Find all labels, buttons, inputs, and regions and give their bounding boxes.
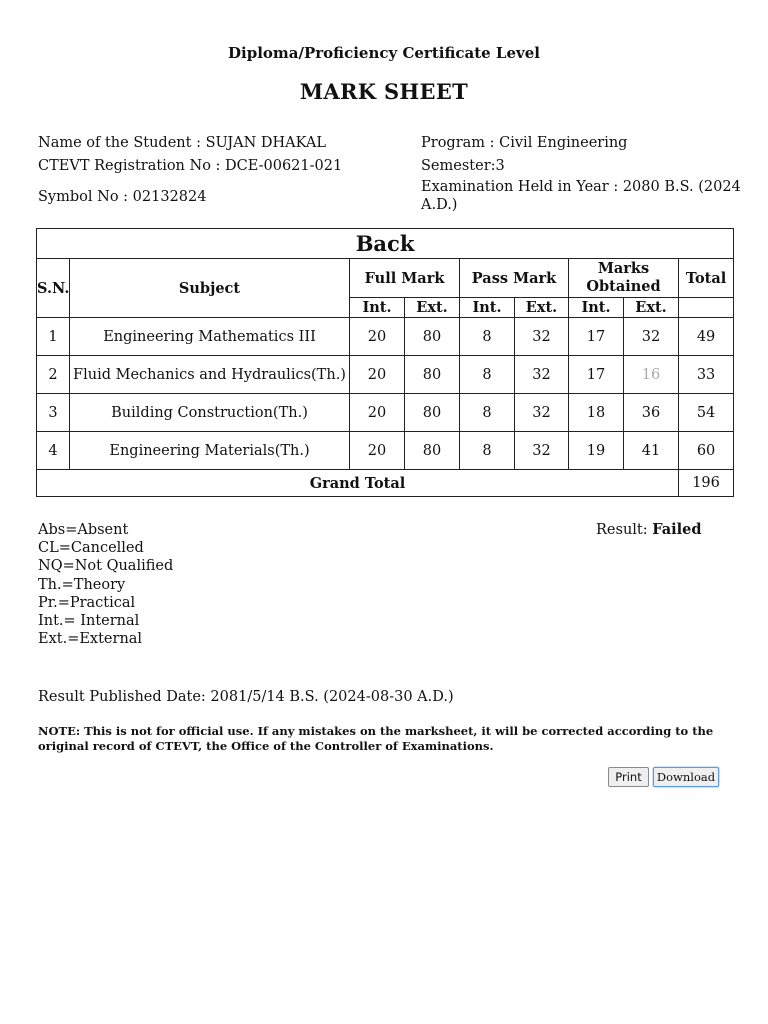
cell-pass-ext: 32 bbox=[515, 318, 569, 356]
legend-item: Ext.=External bbox=[38, 631, 143, 648]
student-name: Name of the Student : SUJAN DHAKAL bbox=[38, 135, 326, 151]
legend-item: Int.= Internal bbox=[38, 613, 140, 630]
cell-total: 54 bbox=[679, 394, 734, 432]
cell-full-int: 20 bbox=[350, 432, 405, 470]
header-pass-int: Int. bbox=[460, 298, 515, 318]
cell-obt-int: 18 bbox=[569, 394, 624, 432]
cell-obt-ext: 36 bbox=[624, 394, 679, 432]
cell-full-ext: 80 bbox=[405, 356, 460, 394]
disclaimer-note: NOTE: This is not for official use. If any mistakes on the marksheet, it will be corrected according to the original record of CTEVT, the Office of the Controller of Examinations. bbox=[38, 724, 714, 753]
section-title: Back bbox=[37, 229, 734, 259]
header-obt-ext: Ext. bbox=[624, 298, 679, 318]
legend-item: Abs=Absent bbox=[38, 522, 129, 538]
page-title: MARK SHEET bbox=[299, 79, 469, 104]
cell-full-ext: 80 bbox=[405, 394, 460, 432]
table-row bbox=[37, 432, 734, 470]
header-full-int: Int. bbox=[350, 298, 405, 318]
cell-pass-ext: 32 bbox=[515, 394, 569, 432]
cell-full-int: 20 bbox=[350, 394, 405, 432]
cell-sn: 1 bbox=[37, 318, 70, 356]
abbreviation-legend bbox=[38, 521, 173, 648]
legend-item: NQ=Not Qualified bbox=[38, 558, 174, 575]
cell-pass-int: 8 bbox=[460, 432, 515, 470]
header-sn: S.N. bbox=[37, 259, 70, 318]
cell-obt-ext: 41 bbox=[624, 432, 679, 470]
header-full-ext: Ext. bbox=[405, 298, 460, 318]
header-obt-int: Int. bbox=[569, 298, 624, 318]
program: Program : Civil Engineering bbox=[421, 135, 628, 151]
cell-total: 33 bbox=[679, 356, 734, 394]
cell-pass-ext: 32 bbox=[515, 356, 569, 394]
header-full-mark: Full Mark bbox=[350, 259, 460, 298]
registration-number: CTEVT Registration No : DCE-00621-021 bbox=[38, 158, 343, 174]
cell-subject: Building Construction(Th.) bbox=[70, 394, 350, 432]
result-value: Failed bbox=[652, 521, 702, 538]
cell-obt-ext: 32 bbox=[624, 318, 679, 356]
cell-subject: Fluid Mechanics and Hydraulics(Th.) bbox=[70, 356, 350, 394]
cell-pass-ext: 32 bbox=[515, 432, 569, 470]
cell-obt-int: 17 bbox=[569, 318, 624, 356]
cell-full-int: 20 bbox=[350, 318, 405, 356]
exam-year: Examination Held in Year : 2080 B.S. (2024 A.D.) bbox=[421, 179, 741, 213]
result bbox=[596, 521, 702, 539]
legend-item: Th.=Theory bbox=[38, 576, 126, 593]
cell-total: 60 bbox=[679, 432, 734, 470]
cell-obt-int: 17 bbox=[569, 356, 624, 394]
cell-total: 49 bbox=[679, 318, 734, 356]
cell-obt-ext-failed: 16 bbox=[624, 356, 679, 394]
cell-pass-int: 8 bbox=[460, 318, 515, 356]
certificate-level: Diploma/Proficiency Certificate Level bbox=[228, 44, 540, 62]
legend-item: CL=Cancelled bbox=[38, 540, 144, 557]
header-pass-mark: Pass Mark bbox=[460, 259, 569, 298]
cell-pass-int: 8 bbox=[460, 394, 515, 432]
table-row bbox=[37, 318, 734, 356]
semester: Semester:3 bbox=[421, 158, 505, 174]
grand-total-row bbox=[37, 470, 734, 497]
marks-table bbox=[36, 228, 734, 497]
cell-sn: 2 bbox=[37, 356, 70, 394]
header-total: Total bbox=[679, 259, 734, 298]
header-marks-obtained: Marks Obtained bbox=[569, 259, 679, 298]
print-button[interactable]: Print bbox=[608, 767, 649, 787]
grand-total-label: Grand Total bbox=[37, 470, 679, 497]
cell-full-ext: 80 bbox=[405, 318, 460, 356]
download-button[interactable]: Download bbox=[653, 767, 719, 787]
cell-subject: Engineering Materials(Th.) bbox=[70, 432, 350, 470]
cell-obt-int: 19 bbox=[569, 432, 624, 470]
symbol-number: Symbol No : 02132824 bbox=[38, 189, 207, 205]
cell-subject: Engineering Mathematics III bbox=[70, 318, 350, 356]
header-total-blank bbox=[679, 298, 734, 318]
published-date: Result Published Date: 2081/5/14 B.S. (2024-08-30 A.D.) bbox=[38, 689, 454, 705]
header-pass-ext: Ext. bbox=[515, 298, 569, 318]
cell-sn: 3 bbox=[37, 394, 70, 432]
legend-item: Pr.=Practical bbox=[38, 594, 136, 611]
cell-full-int: 20 bbox=[350, 356, 405, 394]
grand-total-value: 196 bbox=[679, 470, 734, 497]
cell-pass-int: 8 bbox=[460, 356, 515, 394]
table-row bbox=[37, 394, 734, 432]
result-label: Result: bbox=[596, 522, 653, 538]
header-subject: Subject bbox=[70, 259, 350, 318]
cell-sn: 4 bbox=[37, 432, 70, 470]
cell-full-ext: 80 bbox=[405, 432, 460, 470]
table-row bbox=[37, 356, 734, 394]
